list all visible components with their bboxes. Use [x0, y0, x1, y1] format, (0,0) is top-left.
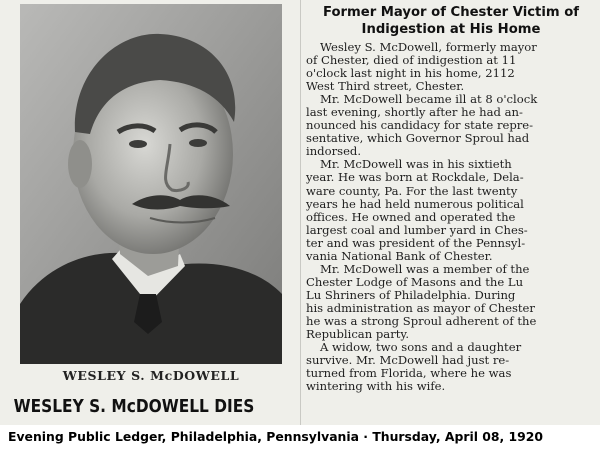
article-line: Lu Shriners of Philadelphia. During — [306, 287, 516, 302]
article-line: offices. He owned and operated the — [306, 209, 516, 224]
article-line: Mr. McDowell was a member of the — [320, 261, 530, 276]
portrait-photo — [20, 4, 282, 364]
article-line: indorsed. — [306, 144, 362, 159]
article-line: nounced his candidacy for state repre- — [306, 118, 534, 133]
photo-caption: WESLEY S. McDOWELL — [62, 368, 240, 383]
article-line: of Chester, died of indigestion at 11 — [306, 53, 517, 68]
article-line: largest coal and lumber yard in Ches- — [306, 222, 528, 237]
article-line: A widow, two sons and a daughter — [320, 340, 522, 355]
portrait-illustration — [20, 4, 282, 364]
article-line: years he had held numerous political — [306, 196, 524, 211]
column-divider — [300, 0, 301, 425]
article-title-line: Former Mayor of Chester Victim of — [322, 5, 580, 20]
article-line: o'clock last night in his home, 2112 — [306, 66, 515, 81]
source-citation: Evening Public Ledger, Philadelphia, Pennsylvania · Thursday, April 08, 1920 — [8, 429, 544, 444]
article-line: Mr. McDowell was in his sixtieth — [320, 157, 512, 172]
article-line: sentative, which Governor Sproul had — [306, 131, 530, 146]
article-line: year. He was born at Rockdale, Dela- — [306, 170, 524, 185]
article-line: turned from Florida, where he was — [306, 366, 512, 381]
article-line: Mr. McDowell became ill at 8 o'clock — [320, 92, 538, 107]
article-line: last evening, shortly after he had an- — [306, 105, 523, 120]
article-line: his administration as mayor of Chester — [306, 300, 535, 315]
article-line: vania National Bank of Chester. — [306, 248, 493, 263]
headline: WESLEY S. McDOWELL DIES — [13, 397, 255, 417]
article-line: Republican party. — [306, 327, 410, 342]
article-line: ware county, Pa. For the last twenty — [306, 183, 518, 198]
article-line: ter and was president of the Pennsyl- — [306, 235, 526, 250]
article-line: Wesley S. McDowell, formerly mayor — [320, 40, 537, 54]
article-title — [306, 4, 596, 38]
article-line: Chester Lodge of Masons and the Lu — [306, 274, 524, 289]
article-line: West Third street, Chester. — [306, 79, 465, 94]
article-line: survive. Mr. McDowell had just re- — [306, 353, 510, 368]
article-column — [306, 4, 596, 393]
article-line: wintering with his wife. — [306, 379, 446, 394]
article-body — [306, 41, 596, 393]
article-title-line: Indigestion at His Home — [361, 22, 541, 37]
source-footer — [0, 425, 600, 449]
article-line: he was a strong Sproul adherent of the — [306, 313, 537, 328]
